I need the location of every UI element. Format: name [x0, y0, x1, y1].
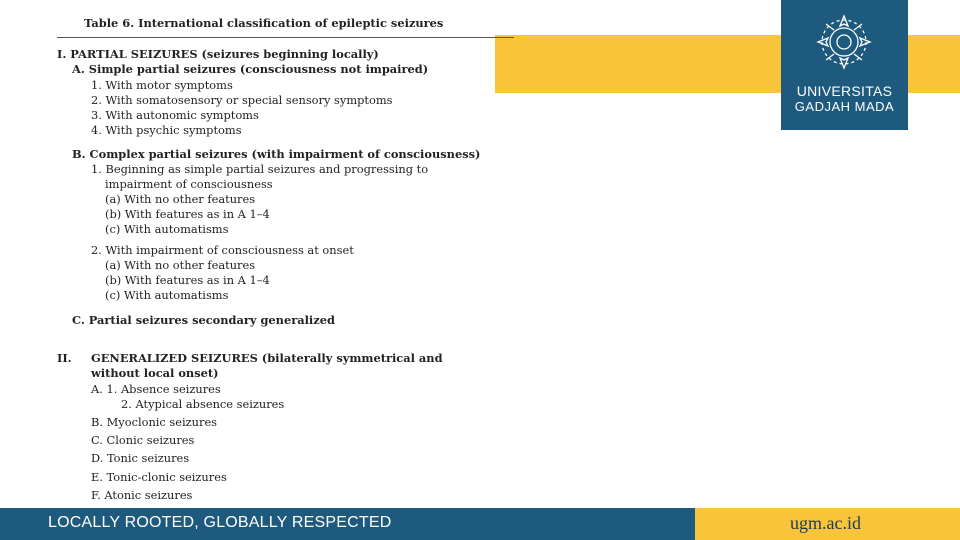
classification-table-image	[45, 0, 495, 508]
footer-bar	[0, 508, 960, 540]
list-item: C. Clonic seizures	[91, 433, 195, 447]
subsection-c-heading: C. Partial seizures secondary generalized	[72, 313, 335, 327]
list-item: 3. With autonomic symptoms	[91, 108, 259, 122]
caption-rule	[57, 37, 514, 38]
logo-line-1: UNIVERSITAS	[796, 83, 893, 99]
section-i-heading: I. PARTIAL SEIZURES (seizures beginning locally)	[57, 47, 379, 61]
list-item: B. Myoclonic seizures	[91, 415, 218, 429]
table-caption: Table 6. International classification of epileptic seizures	[84, 16, 444, 30]
list-item: E. Tonic-clonic seizures	[91, 470, 227, 484]
list-item: D. Tonic seizures	[91, 451, 190, 465]
list-item: 2. With somatosensory or special sensory symptoms	[91, 93, 393, 107]
list-item: 1. With motor symptoms	[91, 78, 233, 92]
list-item: 4. With psychic symptoms	[91, 123, 242, 137]
ugm-seal-icon	[814, 12, 874, 74]
list-item: F. Atonic seizures	[91, 488, 193, 502]
university-logo[interactable]	[781, 0, 908, 130]
list-item: 2. With impairment of consciousness at onset	[91, 243, 354, 257]
list-item: (b) With features as in A 1–4	[105, 207, 270, 221]
list-item: (b) With features as in A 1–4	[105, 273, 270, 287]
section-ii-heading-cont: without local onset)	[91, 366, 219, 380]
section-ii-number: II.	[57, 351, 72, 365]
subsection-a-heading: A. Simple partial seizures (consciousness not impaired)	[72, 62, 429, 76]
list-item: (a) With no other features	[105, 192, 256, 206]
list-item: (c) With automatisms	[105, 288, 229, 302]
logo-line-2: GADJAH MADA	[794, 99, 895, 114]
list-item: 1. Beginning as simple partial seizures and progressing to	[91, 162, 429, 176]
list-item: (c) With automatisms	[105, 222, 229, 236]
list-item: impairment of consciousness	[105, 177, 273, 191]
footer-motto: LOCALLY ROOTED, GLOBALLY RESPECTED	[48, 514, 392, 531]
subsection-b-heading: B. Complex partial seizures (with impairment of consciousness)	[72, 147, 481, 161]
list-item: 2. Atypical absence seizures	[121, 397, 285, 411]
section-ii-heading: GENERALIZED SEIZURES (bilaterally symmetrical and	[91, 351, 443, 365]
website-link[interactable]: ugm.ac.id	[790, 513, 861, 533]
list-item: (a) With no other features	[105, 258, 256, 272]
list-item: A. 1. Absence seizures	[91, 382, 221, 396]
